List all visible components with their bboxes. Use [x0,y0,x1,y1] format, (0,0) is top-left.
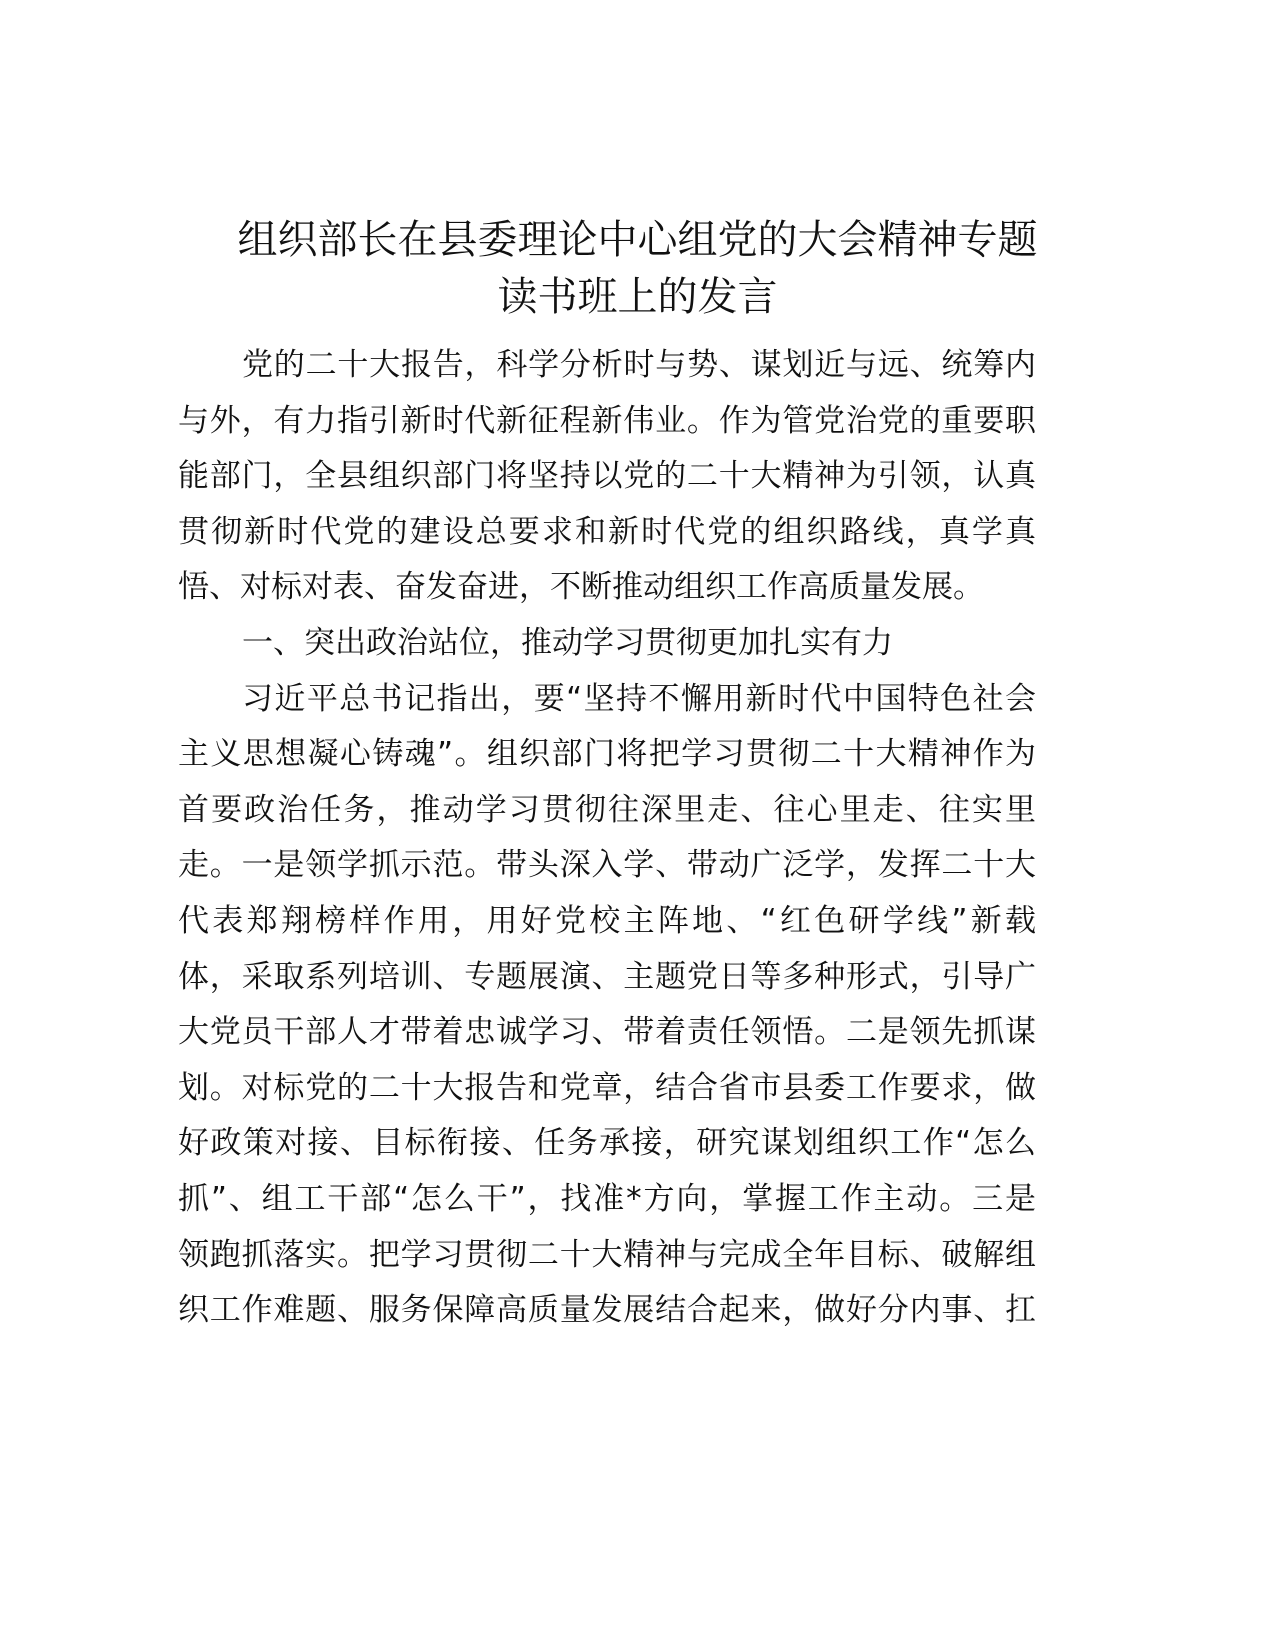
title-line-2: 读书班上的发言 [497,274,778,320]
text-line: 抓”、组工干部“怎么干”，找准*方向，掌握工作主动。三是 [178,1180,1036,1217]
text-line: 悟、对标对表、奋发奋进，不断推动组织工作高质量发展。 [178,569,984,606]
text-line: 习近平总书记指出，要“坚持不懈用新时代中国特色社会 [242,680,1036,717]
text-line: 好政策对接、目标衔接、任务承接，研究谋划组织工作“怎么 [178,1125,1036,1162]
text-line: 走。一是领学抓示范。带头深入学、带动广泛学，发挥二十大 [178,847,1036,884]
text-line: 领跑抓落实。把学习贯彻二十大精神与完成全年目标、破解组 [178,1236,1036,1273]
text-line: 大党员干部人才带着忠诚学习、带着责任领悟。二是领先抓谋 [178,1014,1036,1051]
text-line: 代表郑翔榜样作用，用好党校主阵地、“红色研学线”新载 [178,902,1036,939]
text-line: 首要政治任务，推动学习贯彻往深里走、往心里走、往实里 [178,791,1036,828]
text-line: 织工作难题、服务保障高质量发展结合起来，做好分内事、扛 [178,1292,1036,1329]
text-line: 划。对标党的二十大报告和党章，结合省市县委工作要求，做 [178,1069,1036,1106]
section-heading: 一、突出政治站位，推动学习贯彻更加扎实有力 [242,624,893,661]
text-line: 体，采取系列培训、专题展演、主题党日等多种形式，引导广 [178,958,1036,995]
title-line-1: 组织部长在县委理论中心组党的大会精神专题 [237,217,1038,263]
text-line: 贯彻新时代党的建设总要求和新时代党的组织路线，真学真 [178,513,1036,550]
document-body [178,338,1036,1339]
text-line: 主义思想凝心铸魂”。组织部门将把学习贯彻二十大精神作为 [178,736,1036,773]
document-title [150,212,1125,326]
text-line: 能部门，全县组织部门将坚持以党的二十大精神为引领，认真 [178,458,1036,495]
text-line: 党的二十大报告，科学分析时与势、谋划近与远、统筹内 [242,347,1036,383]
text-line: 与外，有力指引新时代新征程新伟业。作为管党治党的重要职 [178,402,1036,439]
